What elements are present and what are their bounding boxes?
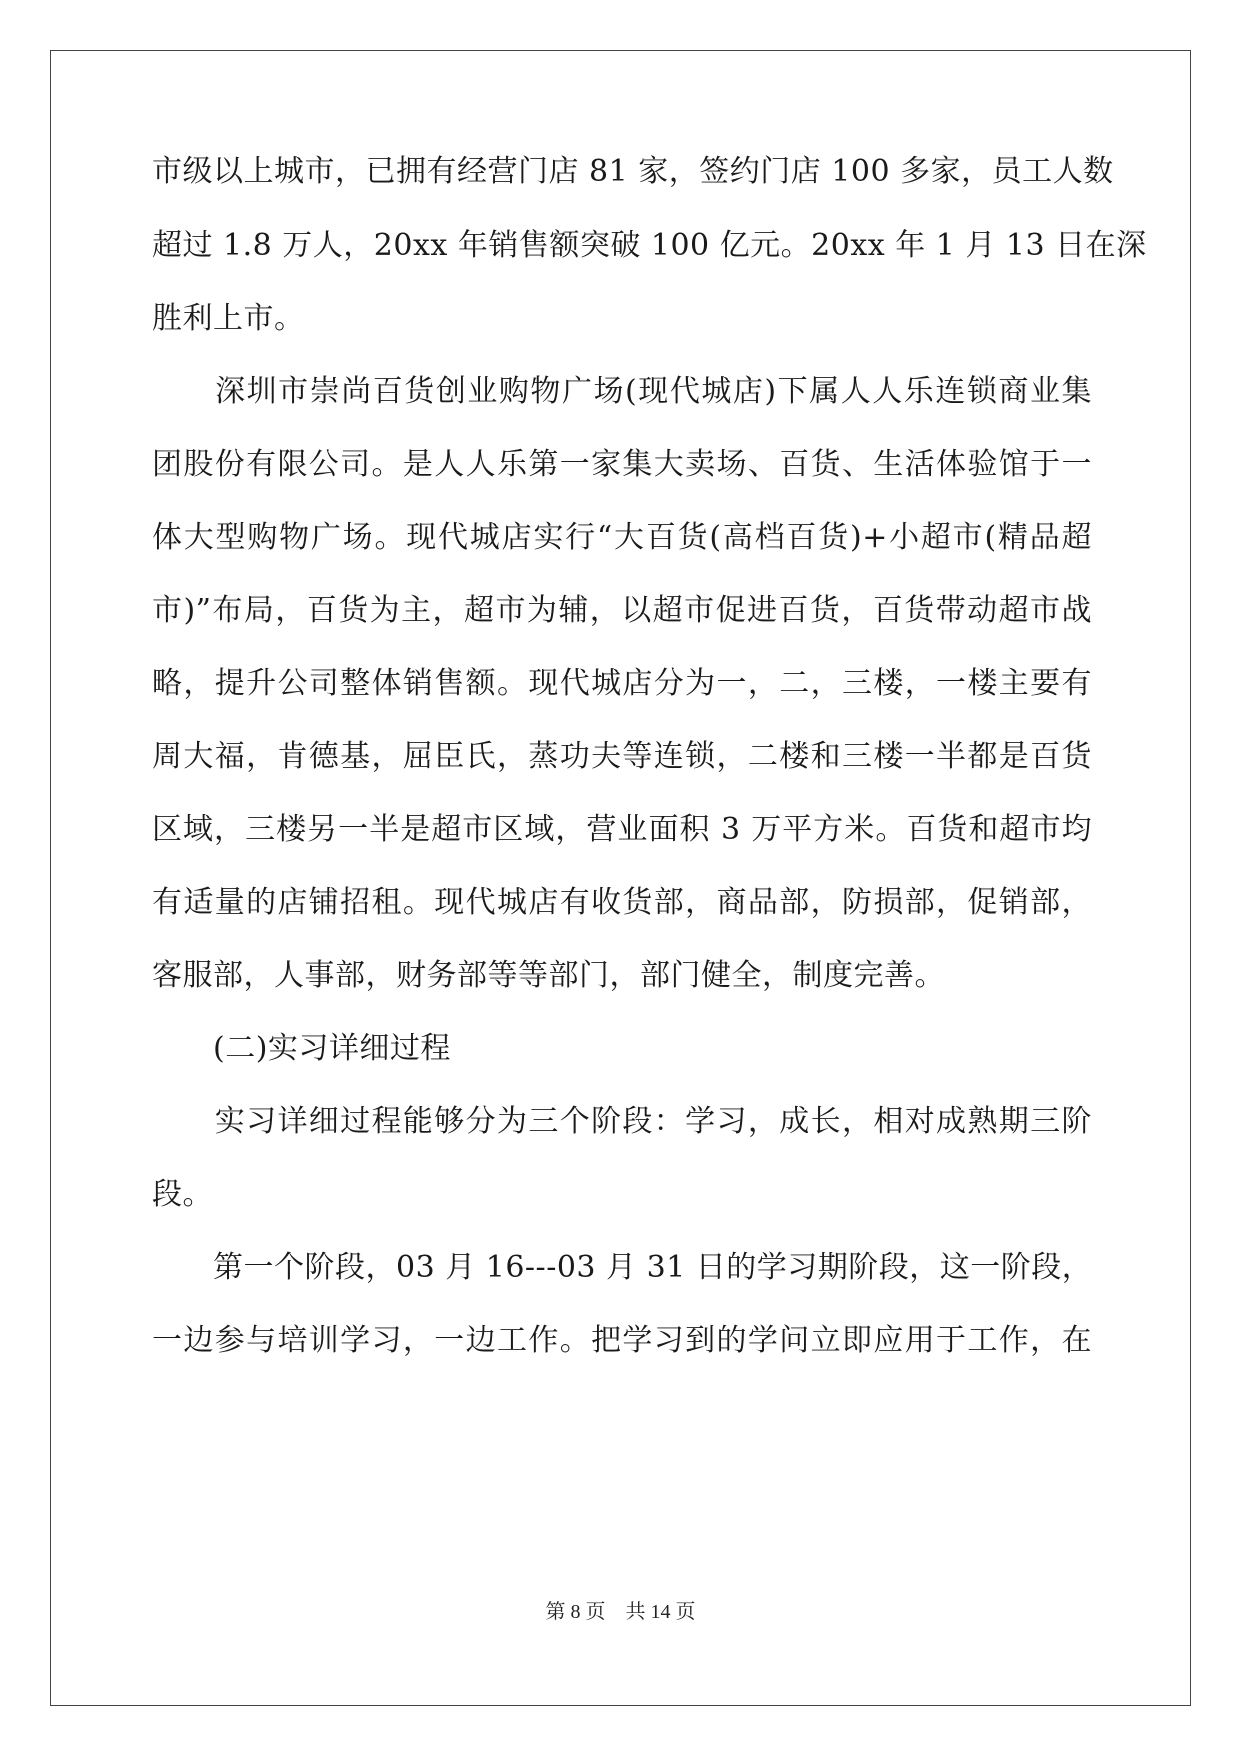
text-line: 市级以上城市，已拥有经营门店 81 家，签约门店 100 多家，员工人数 [152, 154, 1114, 189]
text-line: 深圳市崇尚百货创业购物广场(现代城店)下属人人乐连锁商业集 [152, 374, 1092, 409]
text-line: 一边参与培训学习，一边工作。把学习到的学问立即应用于工作，在 [152, 1323, 1092, 1358]
text-line: 胜利上市。 [152, 301, 305, 336]
text-line: 客服部，人事部，财务部等等部门，部门健全，制度完善。 [152, 958, 945, 993]
page-footer [0, 1595, 1241, 1624]
text-line: 段。 [152, 1177, 213, 1212]
text-line: 体大型购物广场。现代城店实行“大百货(高档百货)+小超市(精品超 [152, 520, 1092, 555]
text-line: 第一个阶段，03 月 16---03 月 31 日的学习期阶段，这一阶段， [152, 1250, 1093, 1285]
text-line: 略，提升公司整体销售额。现代城店分为一，二，三楼，一楼主要有 [152, 666, 1092, 701]
text-line: 实习详细过程能够分为三个阶段：学习，成长，相对成熟期三阶 [152, 1104, 1092, 1139]
text-line: 区域，三楼另一半是超市区域，营业面积 3 万平方米。百货和超市均 [152, 812, 1092, 847]
page-number: 第 8 页 共 14 页 [545, 1601, 696, 1623]
text-line: 市)”布局，百货为主，超市为辅，以超市促进百货，百货带动超市战 [152, 593, 1092, 628]
text-line: 超过 1.8 万人，20xx 年销售额突破 100 亿元。20xx 年 1 月 13 日在深 [152, 228, 1147, 263]
section-heading: (二)实习详细过程 [152, 1031, 451, 1066]
text-line: 周大福，肯德基，屈臣氏，蒸功夫等连锁，二楼和三楼一半都是百货 [152, 739, 1092, 774]
text-line: 团股份有限公司。是人人乐第一家集大卖场、百货、生活体验馆于一 [152, 447, 1092, 482]
text-line: 有适量的店铺招租。现代城店有收货部，商品部，防损部，促销部， [152, 885, 1092, 920]
